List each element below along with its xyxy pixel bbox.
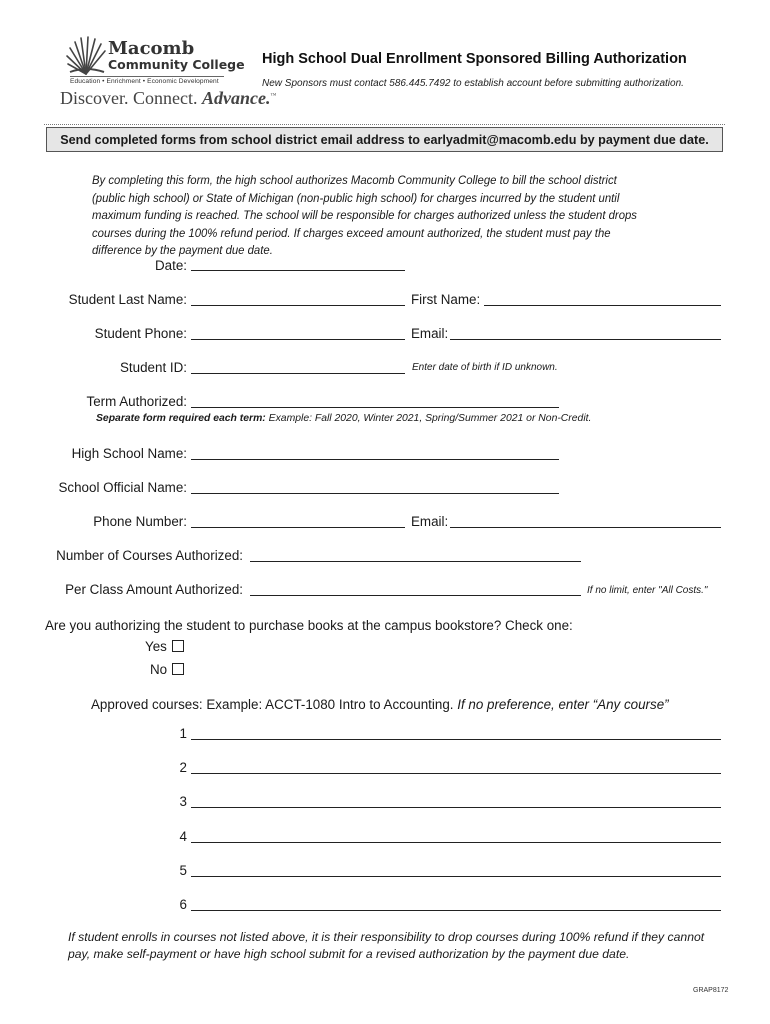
logo-tagline: Education • Enrichment • Economic Development bbox=[70, 76, 224, 85]
student-email-field[interactable] bbox=[450, 339, 721, 340]
term-field[interactable] bbox=[191, 407, 559, 408]
first-name-field[interactable] bbox=[484, 305, 721, 306]
student-id-field[interactable] bbox=[191, 373, 405, 374]
course-number: 4 bbox=[179, 828, 187, 844]
last-name-label: Student Last Name: bbox=[68, 292, 187, 307]
logo-slogan bbox=[60, 88, 276, 109]
official-name-field[interactable] bbox=[191, 493, 559, 494]
num-courses-field[interactable] bbox=[250, 561, 581, 562]
high-school-name-label: High School Name: bbox=[71, 446, 187, 461]
form-code: GRAP8172 bbox=[693, 987, 729, 994]
books-question: Are you authorizing the student to purchase books at the campus bookstore? Check one: bbox=[45, 618, 573, 633]
student-phone-field[interactable] bbox=[191, 339, 405, 340]
date-field[interactable] bbox=[191, 270, 405, 271]
course-line-field[interactable] bbox=[191, 773, 721, 774]
approved-courses-hint: If no preference, enter “Any course” bbox=[457, 697, 669, 712]
num-courses-label: Number of Courses Authorized: bbox=[56, 548, 243, 563]
per-class-field[interactable] bbox=[250, 595, 581, 596]
submission-notice: Send completed forms from school district email address to earlyadmit@macomb.edu by payment due date. bbox=[46, 127, 723, 152]
student-id-label: Student ID: bbox=[120, 360, 187, 375]
course-number: 3 bbox=[179, 794, 187, 810]
official-email-field[interactable] bbox=[450, 527, 721, 528]
course-number: 5 bbox=[179, 862, 187, 878]
last-name-field[interactable] bbox=[191, 305, 405, 306]
books-yes-checkbox[interactable] bbox=[172, 640, 184, 652]
course-number: 1 bbox=[179, 726, 187, 741]
official-name-label: School Official Name: bbox=[58, 480, 187, 495]
books-no-label: No bbox=[150, 662, 168, 677]
student-id-note: Enter date of birth if ID unknown. bbox=[412, 362, 558, 373]
intro-paragraph: By completing this form, the high school authorizes Macomb Community College to bill the school district (public high school) or State of Michigan (non-public high school) for charges incurred by the student until maximum funding is reached. The school will be responsible for charges authorized unless the student drops courses during the 100% refund period. If charges exceed amount authorized, the student must pay the difference by the payment due date. bbox=[92, 173, 637, 257]
slogan-part-b: Advance. bbox=[201, 88, 271, 108]
official-email-label: Email: bbox=[411, 514, 449, 529]
trademark-symbol: ™ bbox=[270, 93, 277, 99]
form-subtitle: New Sponsors must contact 586.445.7492 to establish account before submitting authorization. bbox=[262, 78, 684, 89]
first-name-label: First Name: bbox=[411, 292, 481, 307]
per-class-label: Per Class Amount Authorized: bbox=[65, 582, 243, 597]
per-class-note: If no limit, enter "All Costs." bbox=[587, 585, 708, 596]
form-title: High School Dual Enrollment Sponsored Billing Authorization bbox=[262, 51, 687, 67]
books-no-checkbox[interactable] bbox=[172, 663, 184, 675]
dotted-divider bbox=[44, 124, 725, 125]
course-line-field[interactable] bbox=[191, 910, 721, 911]
approved-courses-prompt bbox=[91, 697, 669, 712]
student-email-label: Email: bbox=[411, 326, 449, 341]
official-phone-label: Phone Number: bbox=[93, 514, 187, 529]
course-line-field[interactable] bbox=[191, 807, 721, 808]
term-label: Term Authorized: bbox=[86, 394, 187, 409]
footer-note: If student enrolls in courses not listed above, it is their responsibility to drop courses during 100% refund if they cannot pay, make self-payment or have high school submit for a revised authorization by the payment due date. bbox=[68, 930, 705, 961]
student-phone-label: Student Phone: bbox=[94, 326, 187, 341]
term-note-bold: Separate form required each term: bbox=[96, 413, 266, 424]
approved-courses-example: Approved courses: Example: ACCT-1080 Intro to Accounting. bbox=[91, 697, 454, 712]
course-line-field[interactable] bbox=[191, 739, 721, 740]
books-yes-label: Yes bbox=[145, 639, 167, 654]
course-line-field[interactable] bbox=[191, 842, 721, 843]
course-number: 2 bbox=[179, 760, 187, 776]
logo-subname: Community College bbox=[108, 57, 245, 72]
term-note bbox=[96, 413, 591, 424]
slogan-part-a: Discover. Connect. bbox=[60, 88, 198, 108]
high-school-name-field[interactable] bbox=[191, 459, 559, 460]
course-line-field[interactable] bbox=[191, 876, 721, 877]
sunburst-logo-icon bbox=[64, 36, 108, 78]
term-note-text: Example: Fall 2020, Winter 2021, Spring/Summer 2021 or Non-Credit. bbox=[265, 413, 592, 424]
course-number: 6 bbox=[179, 897, 187, 912]
logo-name: Macomb bbox=[108, 38, 195, 59]
official-phone-field[interactable] bbox=[191, 527, 405, 528]
date-label: Date: bbox=[154, 258, 187, 273]
